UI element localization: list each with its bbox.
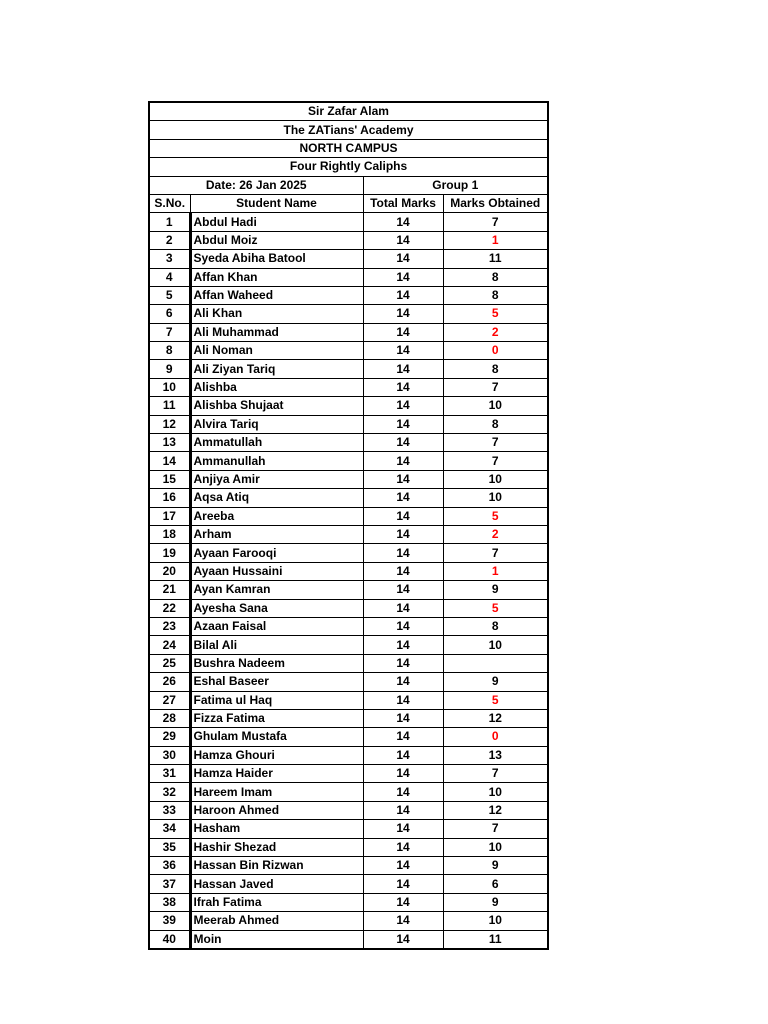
student-sno: 13 <box>149 434 190 452</box>
student-name: Affan Waheed <box>190 286 363 304</box>
student-sno: 28 <box>149 709 190 727</box>
student-sno: 2 <box>149 231 190 249</box>
table-row <box>149 342 548 360</box>
student-sno: 37 <box>149 875 190 893</box>
student-name: Alishba <box>190 378 363 396</box>
table-row <box>149 783 548 801</box>
student-marks-obtained: 9 <box>443 857 548 875</box>
student-total-marks: 14 <box>363 691 443 709</box>
student-name: Ammanullah <box>190 452 363 470</box>
student-total-marks: 14 <box>363 893 443 911</box>
student-marks-obtained: 7 <box>443 434 548 452</box>
table-row <box>149 857 548 875</box>
table-row <box>149 268 548 286</box>
student-total-marks: 14 <box>363 286 443 304</box>
student-name: Ayan Kamran <box>190 581 363 599</box>
table-row <box>149 673 548 691</box>
student-total-marks: 14 <box>363 213 443 231</box>
student-total-marks: 14 <box>363 525 443 543</box>
student-total-marks: 14 <box>363 415 443 433</box>
student-marks-obtained: 5 <box>443 691 548 709</box>
student-name: Ayaan Hussaini <box>190 562 363 580</box>
student-sno: 21 <box>149 581 190 599</box>
student-marks-obtained: 2 <box>443 323 548 341</box>
student-name: Azaan Faisal <box>190 617 363 635</box>
table-row <box>149 213 548 231</box>
table-row <box>149 746 548 764</box>
table-row <box>149 544 548 562</box>
student-sno: 27 <box>149 691 190 709</box>
student-marks-obtained: 7 <box>443 544 548 562</box>
table-row <box>149 562 548 580</box>
student-total-marks: 14 <box>363 746 443 764</box>
student-marks-obtained: 12 <box>443 709 548 727</box>
student-name: Alishba Shujaat <box>190 397 363 415</box>
student-total-marks: 14 <box>363 434 443 452</box>
student-total-marks: 14 <box>363 875 443 893</box>
student-marks-obtained: 5 <box>443 507 548 525</box>
student-sno: 33 <box>149 801 190 819</box>
table-row <box>149 636 548 654</box>
student-total-marks: 14 <box>363 544 443 562</box>
student-name: Hareem Imam <box>190 783 363 801</box>
table-row <box>149 470 548 488</box>
student-marks-obtained: 11 <box>443 250 548 268</box>
student-name: Fatima ul Haq <box>190 691 363 709</box>
student-marks-obtained: 8 <box>443 360 548 378</box>
table-row <box>149 507 548 525</box>
student-marks-obtained: 0 <box>443 728 548 746</box>
column-header-sno: S.No. <box>149 194 190 212</box>
student-sno: 14 <box>149 452 190 470</box>
student-name: Areeba <box>190 507 363 525</box>
student-sno: 35 <box>149 838 190 856</box>
table-row <box>149 378 548 396</box>
student-name: Abdul Hadi <box>190 213 363 231</box>
student-sno: 6 <box>149 305 190 323</box>
student-sno: 22 <box>149 599 190 617</box>
student-name: Bilal Ali <box>190 636 363 654</box>
student-sno: 4 <box>149 268 190 286</box>
table-row <box>149 691 548 709</box>
student-name: Ali Ziyan Tariq <box>190 360 363 378</box>
class-name: Four Rightly Caliphs <box>149 158 548 176</box>
student-marks-obtained: 2 <box>443 525 548 543</box>
table-row <box>149 323 548 341</box>
table-row <box>149 820 548 838</box>
student-sno: 32 <box>149 783 190 801</box>
student-name: Hasham <box>190 820 363 838</box>
student-name: Ali Noman <box>190 342 363 360</box>
student-sno: 20 <box>149 562 190 580</box>
student-marks-obtained: 5 <box>443 599 548 617</box>
group-label: Group 1 <box>363 176 548 194</box>
table-row <box>149 617 548 635</box>
table-row <box>149 489 548 507</box>
student-total-marks: 14 <box>363 838 443 856</box>
student-name: Moin <box>190 930 363 949</box>
student-marks-obtained: 9 <box>443 673 548 691</box>
column-header-total: Total Marks <box>363 194 443 212</box>
header-row-date-group <box>149 176 548 194</box>
student-name: Fizza Fatima <box>190 709 363 727</box>
student-marks-obtained: 9 <box>443 581 548 599</box>
student-marks-obtained: 12 <box>443 801 548 819</box>
table-row <box>149 875 548 893</box>
table-row <box>149 930 548 949</box>
student-name: Ifrah Fatima <box>190 893 363 911</box>
student-total-marks: 14 <box>363 489 443 507</box>
student-sno: 34 <box>149 820 190 838</box>
student-sno: 39 <box>149 912 190 930</box>
student-sno: 19 <box>149 544 190 562</box>
student-marks-obtained: 8 <box>443 286 548 304</box>
student-sno: 3 <box>149 250 190 268</box>
student-name: Arham <box>190 525 363 543</box>
student-sno: 9 <box>149 360 190 378</box>
student-sno: 12 <box>149 415 190 433</box>
student-name: Ayaan Farooqi <box>190 544 363 562</box>
student-marks-obtained: 8 <box>443 415 548 433</box>
student-total-marks: 14 <box>363 397 443 415</box>
student-total-marks: 14 <box>363 562 443 580</box>
student-sno: 10 <box>149 378 190 396</box>
table-row <box>149 452 548 470</box>
student-name: Ali Muhammad <box>190 323 363 341</box>
marks-sheet-body <box>149 102 548 949</box>
student-name: Affan Khan <box>190 268 363 286</box>
student-name: Bushra Nadeem <box>190 654 363 672</box>
student-name: Hassan Javed <box>190 875 363 893</box>
table-row <box>149 305 548 323</box>
table-row <box>149 434 548 452</box>
student-marks-obtained: 7 <box>443 765 548 783</box>
student-name: Eshal Baseer <box>190 673 363 691</box>
student-sno: 7 <box>149 323 190 341</box>
student-marks-obtained: 10 <box>443 838 548 856</box>
table-row <box>149 360 548 378</box>
student-sno: 18 <box>149 525 190 543</box>
student-name: Hashir Shezad <box>190 838 363 856</box>
student-name: Ghulam Mustafa <box>190 728 363 746</box>
column-header-row <box>149 194 548 212</box>
student-name: Abdul Moiz <box>190 231 363 249</box>
student-sno: 5 <box>149 286 190 304</box>
student-sno: 23 <box>149 617 190 635</box>
student-name: Haroon Ahmed <box>190 801 363 819</box>
student-total-marks: 14 <box>363 323 443 341</box>
student-total-marks: 14 <box>363 581 443 599</box>
student-total-marks: 14 <box>363 783 443 801</box>
student-marks-obtained: 7 <box>443 452 548 470</box>
student-marks-obtained: 10 <box>443 783 548 801</box>
student-marks-obtained: 5 <box>443 305 548 323</box>
student-sno: 8 <box>149 342 190 360</box>
student-marks-obtained: 0 <box>443 342 548 360</box>
student-sno: 31 <box>149 765 190 783</box>
student-marks-obtained: 7 <box>443 378 548 396</box>
student-marks-obtained: 10 <box>443 470 548 488</box>
table-row <box>149 838 548 856</box>
table-row <box>149 250 548 268</box>
student-sno: 38 <box>149 893 190 911</box>
student-name: Ali Khan <box>190 305 363 323</box>
teacher-name: Sir Zafar Alam <box>149 102 548 121</box>
student-total-marks: 14 <box>363 820 443 838</box>
student-marks-obtained: 8 <box>443 268 548 286</box>
student-marks-obtained: 7 <box>443 213 548 231</box>
student-total-marks: 14 <box>363 709 443 727</box>
student-sno: 29 <box>149 728 190 746</box>
student-name: Anjiya Amir <box>190 470 363 488</box>
student-marks-obtained: 6 <box>443 875 548 893</box>
student-sno: 1 <box>149 213 190 231</box>
student-sno: 26 <box>149 673 190 691</box>
student-sno: 16 <box>149 489 190 507</box>
student-total-marks: 14 <box>363 599 443 617</box>
student-name: Aqsa Atiq <box>190 489 363 507</box>
student-total-marks: 14 <box>363 636 443 654</box>
student-marks-obtained: 9 <box>443 893 548 911</box>
student-marks-obtained: 8 <box>443 617 548 635</box>
student-sno: 24 <box>149 636 190 654</box>
student-sno: 40 <box>149 930 190 949</box>
student-total-marks: 14 <box>363 452 443 470</box>
student-total-marks: 14 <box>363 617 443 635</box>
student-name: Hamza Haider <box>190 765 363 783</box>
student-marks-obtained <box>443 654 548 672</box>
test-date: Date: 26 Jan 2025 <box>149 176 363 194</box>
student-name: Ayesha Sana <box>190 599 363 617</box>
student-marks-obtained: 10 <box>443 912 548 930</box>
student-total-marks: 14 <box>363 728 443 746</box>
student-total-marks: 14 <box>363 912 443 930</box>
student-sno: 15 <box>149 470 190 488</box>
student-total-marks: 14 <box>363 673 443 691</box>
student-total-marks: 14 <box>363 507 443 525</box>
academy-name: The ZATians' Academy <box>149 121 548 139</box>
student-total-marks: 14 <box>363 470 443 488</box>
student-marks-obtained: 7 <box>443 820 548 838</box>
student-marks-obtained: 1 <box>443 562 548 580</box>
student-name: Ammatullah <box>190 434 363 452</box>
header-row-teacher <box>149 102 548 121</box>
header-row-academy <box>149 121 548 139</box>
table-row <box>149 801 548 819</box>
student-marks-obtained: 10 <box>443 636 548 654</box>
student-total-marks: 14 <box>363 305 443 323</box>
header-row-campus <box>149 139 548 157</box>
table-row <box>149 397 548 415</box>
campus-name: NORTH CAMPUS <box>149 139 548 157</box>
student-total-marks: 14 <box>363 654 443 672</box>
student-name: Syeda Abiha Batool <box>190 250 363 268</box>
student-total-marks: 14 <box>363 930 443 949</box>
table-row <box>149 599 548 617</box>
student-total-marks: 14 <box>363 231 443 249</box>
student-name: Meerab Ahmed <box>190 912 363 930</box>
table-row <box>149 912 548 930</box>
student-sno: 25 <box>149 654 190 672</box>
student-total-marks: 14 <box>363 765 443 783</box>
table-row <box>149 654 548 672</box>
student-marks-obtained: 11 <box>443 930 548 949</box>
student-marks-obtained: 13 <box>443 746 548 764</box>
student-sno: 30 <box>149 746 190 764</box>
table-row <box>149 286 548 304</box>
table-row <box>149 415 548 433</box>
column-header-name: Student Name <box>190 194 363 212</box>
table-row <box>149 581 548 599</box>
header-row-class <box>149 158 548 176</box>
student-total-marks: 14 <box>363 250 443 268</box>
student-marks-obtained: 10 <box>443 489 548 507</box>
student-name: Alvira Tariq <box>190 415 363 433</box>
student-sno: 17 <box>149 507 190 525</box>
table-row <box>149 893 548 911</box>
student-marks-obtained: 10 <box>443 397 548 415</box>
student-total-marks: 14 <box>363 801 443 819</box>
student-sno: 36 <box>149 857 190 875</box>
column-header-obtained: Marks Obtained <box>443 194 548 212</box>
student-name: Hassan Bin Rizwan <box>190 857 363 875</box>
student-total-marks: 14 <box>363 268 443 286</box>
table-row <box>149 709 548 727</box>
table-row <box>149 765 548 783</box>
student-sno: 11 <box>149 397 190 415</box>
student-total-marks: 14 <box>363 857 443 875</box>
table-row <box>149 231 548 249</box>
student-total-marks: 14 <box>363 360 443 378</box>
marks-sheet <box>148 101 549 950</box>
student-total-marks: 14 <box>363 378 443 396</box>
table-row <box>149 525 548 543</box>
student-marks-obtained: 1 <box>443 231 548 249</box>
student-name: Hamza Ghouri <box>190 746 363 764</box>
student-total-marks: 14 <box>363 342 443 360</box>
table-row <box>149 728 548 746</box>
